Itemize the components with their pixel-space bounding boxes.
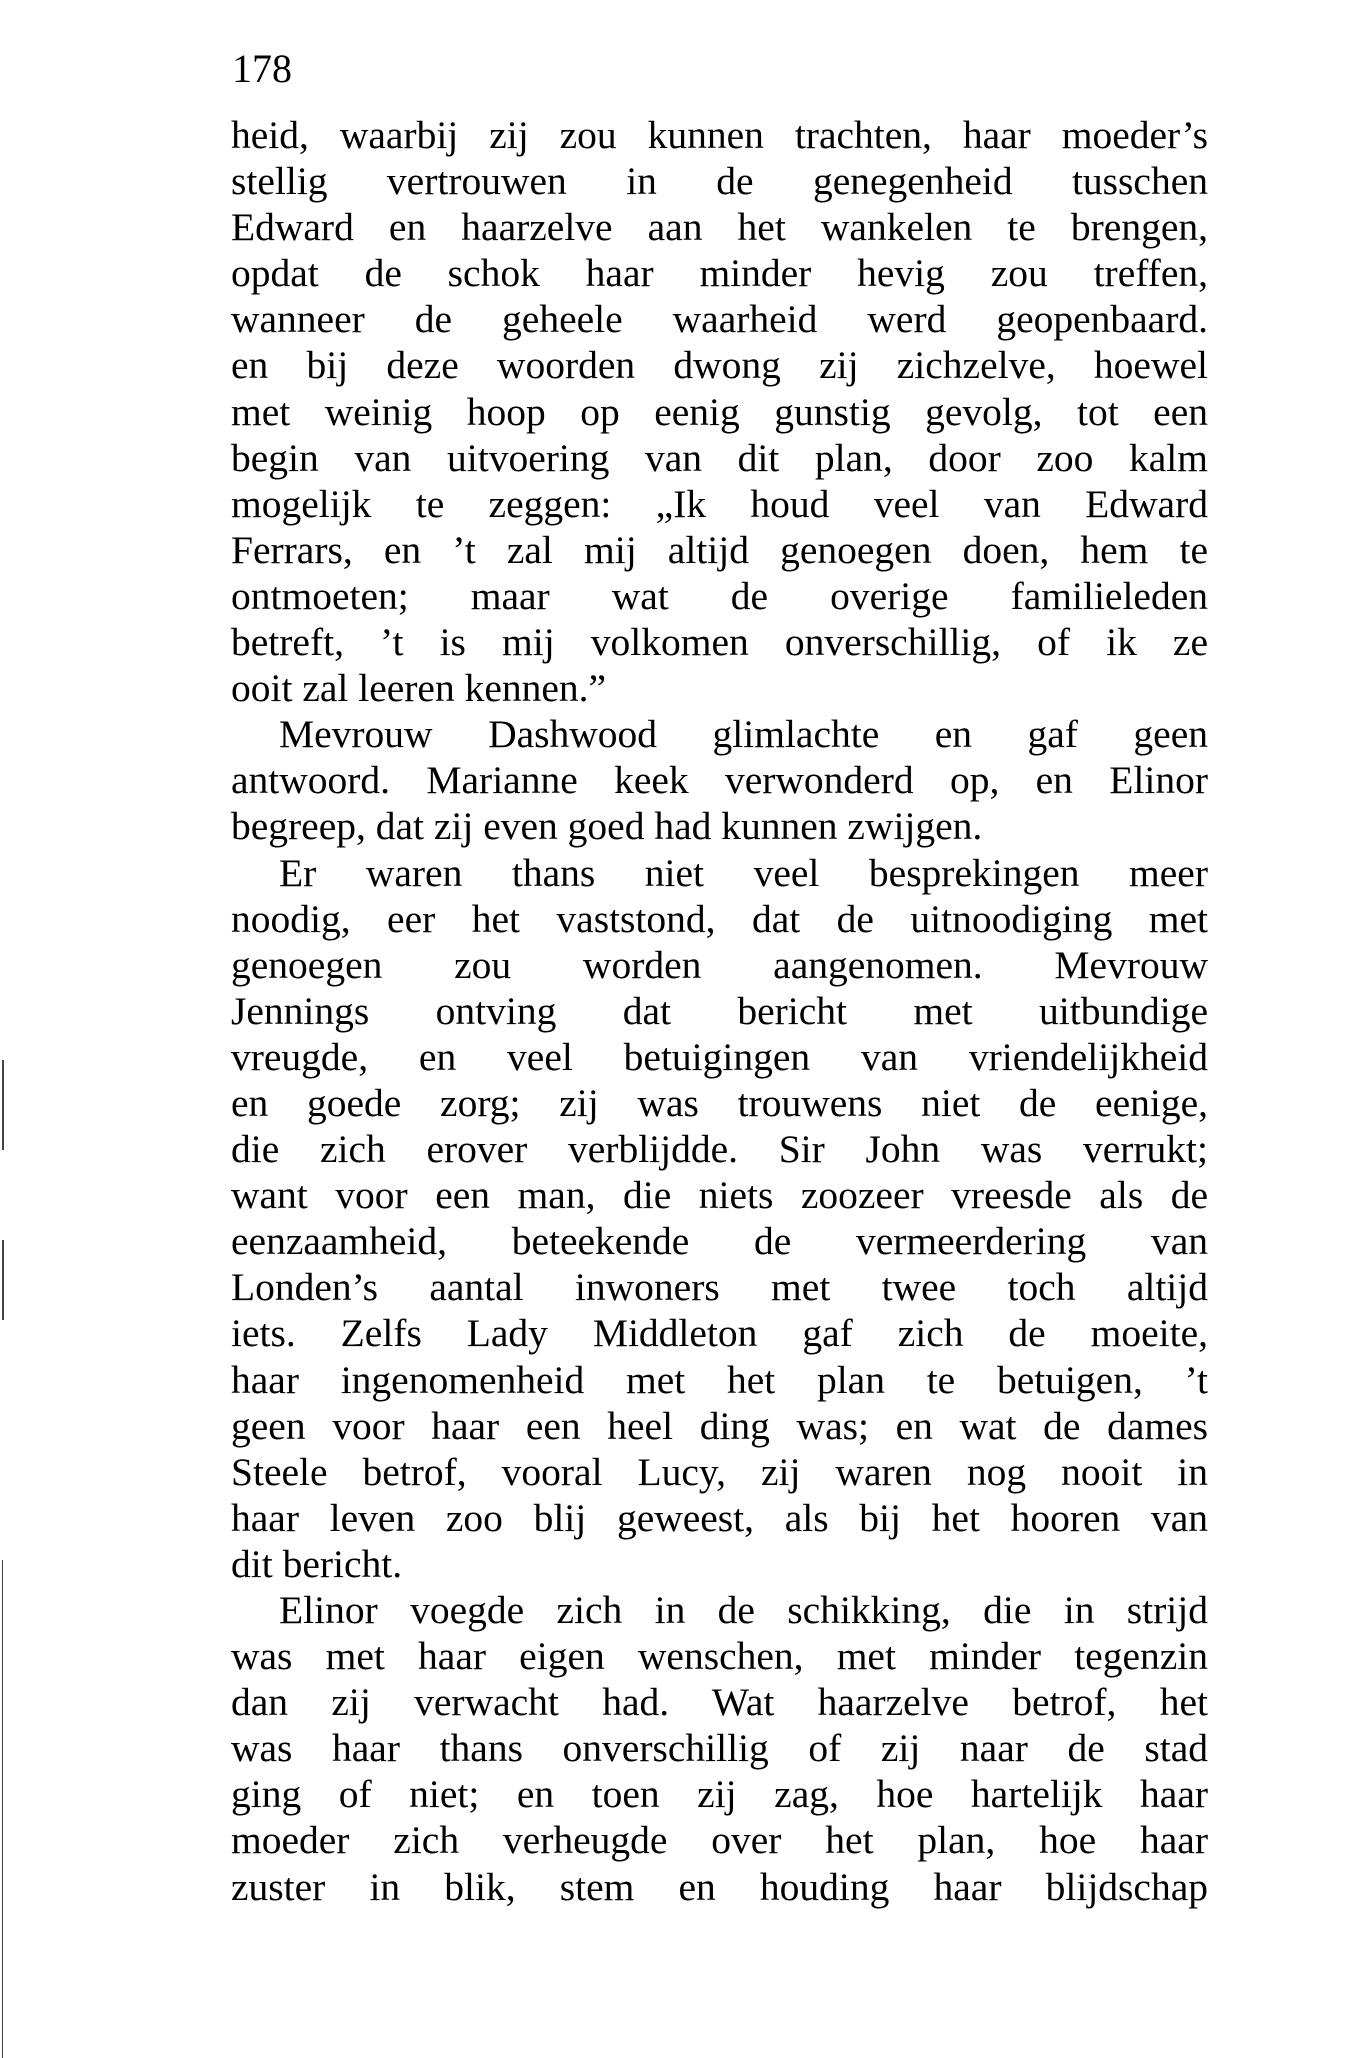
- paragraph: [231, 850, 1208, 1588]
- text-line: Mevrouw Dashwood glimlachte en gaf geen: [279, 712, 1208, 757]
- text-line: met weinig hoop op eenig gunstig gevolg, tot een: [231, 389, 1208, 434]
- text-line: want voor een man, die niets zoozeer vreesde als de: [231, 1173, 1208, 1218]
- text-line: begreep, dat zij even goed had kunnen zwijgen.: [231, 804, 983, 849]
- text-line: opdat de schok haar minder hevig zou treffen,: [231, 251, 1208, 296]
- text-line: geen voor haar een heel ding was; en wat de dames: [231, 1403, 1208, 1448]
- text-line: antwoord. Marianne keek verwonderd op, en Elinor: [231, 758, 1208, 803]
- scan-edge-mark: [2, 1060, 4, 1150]
- text-line: heid, waarbij zij zou kunnen trachten, haar moeder’s: [231, 113, 1208, 157]
- text-line: eenzaamheid, beteekende de vermeerdering van: [231, 1219, 1208, 1264]
- text-line: Edward en haarzelve aan het wankelen te brengen,: [231, 205, 1208, 250]
- text-line: haar ingenomenheid met het plan te betuigen, ’t: [231, 1357, 1208, 1402]
- text-line: was met haar eigen wenschen, met minder tegenzin: [231, 1634, 1208, 1679]
- text-line: Er waren thans niet veel besprekingen meer: [279, 850, 1208, 895]
- text-line: zuster in blik, stem en houding haar blijdschap: [231, 1864, 1208, 1909]
- body-text: [231, 112, 1208, 1910]
- scan-edge-mark: [2, 1560, 3, 2058]
- text-line: iets. Zelfs Lady Middleton gaf zich de moeite,: [231, 1311, 1208, 1356]
- text-line: en goede zorg; zij was trouwens niet de eenige,: [231, 1080, 1208, 1125]
- text-line: was haar thans onverschillig of zij naar de stad: [231, 1726, 1208, 1771]
- text-line: ooit zal leeren kennen.”: [231, 666, 607, 711]
- text-line: ontmoeten; maar wat de overige familieleden: [231, 573, 1208, 618]
- text-line: Londen’s aantal inwoners met twee toch altijd: [231, 1265, 1208, 1310]
- text-line: wanneer de geheele waarheid werd geopenbaard.: [231, 297, 1208, 342]
- text-line: Steele betrof, vooral Lucy, zij waren nog nooit in: [231, 1449, 1208, 1494]
- text-line: betreft, ’t is mij volkomen onverschillig, of ik ze: [231, 620, 1208, 665]
- text-line: Jennings ontving dat bericht met uitbundige: [231, 988, 1208, 1033]
- text-line: vreugde, en veel betuigingen van vriendelijkheid: [231, 1034, 1208, 1079]
- text-line: die zich erover verblijdde. Sir John was verrukt;: [231, 1127, 1208, 1172]
- text-line: dit bericht.: [231, 1541, 403, 1586]
- paragraph: [231, 711, 1208, 849]
- page-number: 178: [232, 46, 292, 91]
- text-line: haar leven zoo blij geweest, als bij het hooren van: [231, 1495, 1208, 1540]
- text-line: stellig vertrouwen in de genegenheid tusschen: [231, 159, 1208, 204]
- text-line: genoegen zou worden aangenomen. Mevrouw: [231, 942, 1208, 987]
- text-line: ging of niet; en toen zij zag, hoe hartelijk haar: [231, 1772, 1208, 1817]
- paragraph: [231, 1587, 1208, 1910]
- text-line: Ferrars, en ’t zal mij altijd genoegen doen, hem te: [231, 527, 1208, 572]
- paragraph: [231, 112, 1208, 711]
- text-line: dan zij verwacht had. Wat haarzelve betrof, het: [231, 1680, 1208, 1725]
- text-line: moeder zich verheugde over het plan, hoe haar: [231, 1818, 1208, 1863]
- text-line: begin van uitvoering van dit plan, door zoo kalm: [231, 435, 1208, 480]
- scan-edge-mark: [2, 1240, 4, 1320]
- text-line: en bij deze woorden dwong zij zichzelve, hoewel: [231, 343, 1208, 388]
- text-line: Elinor voegde zich in de schikking, die in strijd: [279, 1588, 1208, 1632]
- text-line: mogelijk te zeggen: „Ik houd veel van Edward: [231, 481, 1208, 526]
- text-line: noodig, eer het vaststond, dat de uitnoodiging met: [231, 896, 1208, 941]
